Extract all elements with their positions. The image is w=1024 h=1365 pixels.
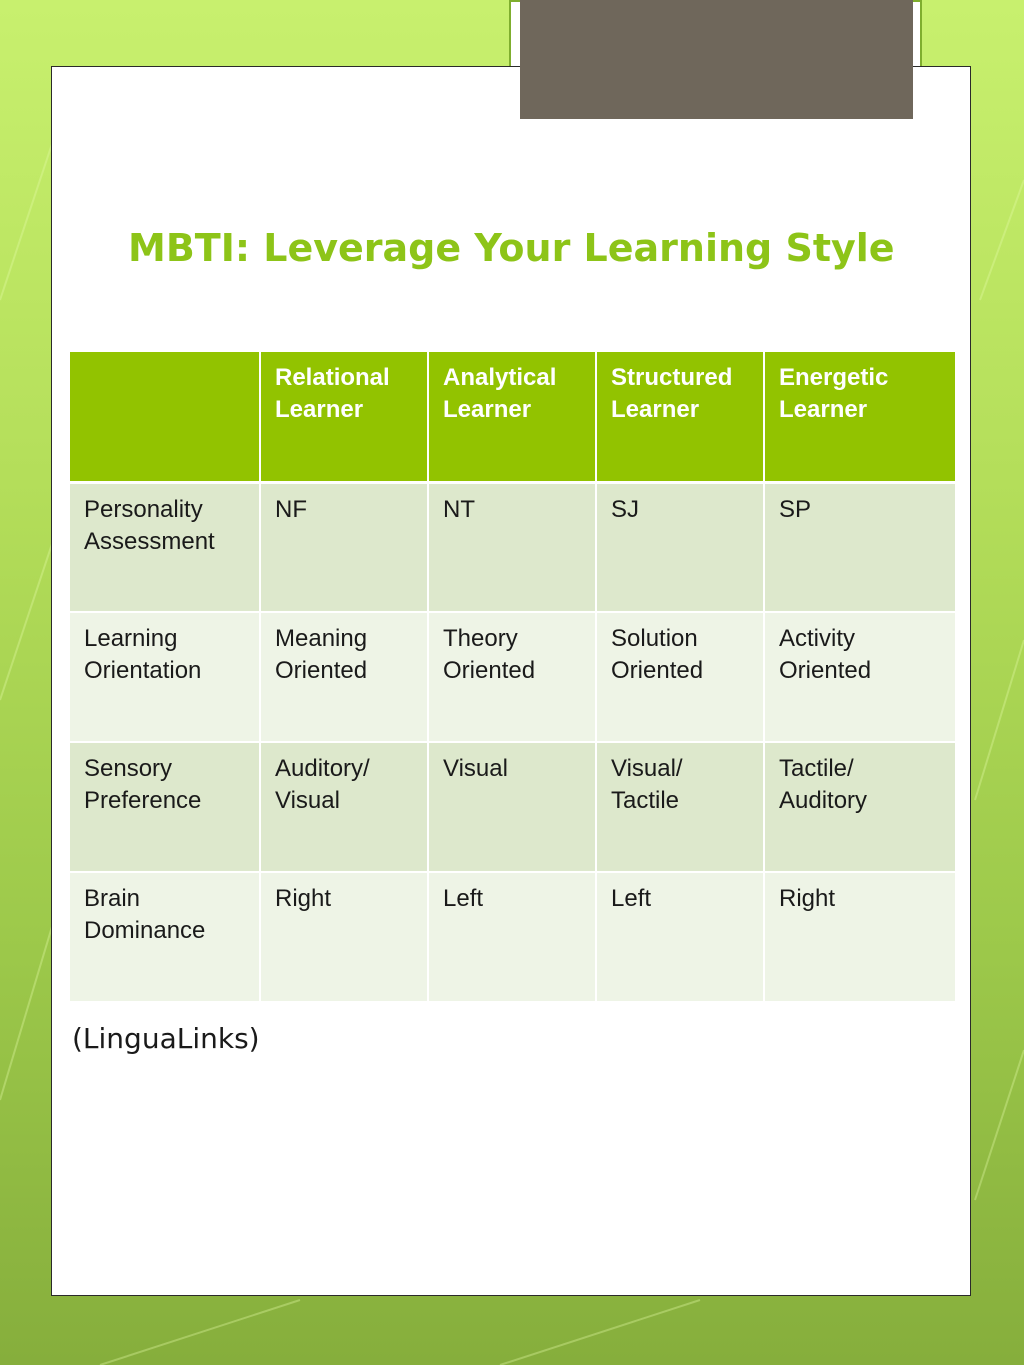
row-header-line: Sensory bbox=[84, 755, 173, 782]
table-cell bbox=[764, 482, 956, 612]
column-header-line: Structured bbox=[611, 364, 733, 391]
table-cell bbox=[428, 872, 596, 1002]
row-header-line: Brain bbox=[84, 885, 141, 912]
column-header-line: Energetic bbox=[779, 364, 889, 391]
table-cell-line: Oriented bbox=[611, 657, 704, 684]
table-row bbox=[69, 612, 956, 742]
column-header-line: Learner bbox=[611, 396, 700, 423]
row-header-line: Orientation bbox=[84, 657, 202, 684]
slide-title: MBTI: Leverage Your Learning Style bbox=[128, 226, 895, 270]
row-header-line: Personality bbox=[84, 495, 203, 523]
table-row bbox=[69, 872, 956, 1002]
table-cell bbox=[764, 742, 956, 872]
row-header-line: Learning bbox=[84, 625, 178, 652]
column-header bbox=[596, 352, 764, 482]
table-cell-line: Meaning bbox=[275, 625, 368, 652]
table-cell-line: Right bbox=[275, 885, 332, 912]
table-cell bbox=[428, 612, 596, 742]
table-header-row bbox=[69, 352, 956, 482]
table-cell-line: SP bbox=[779, 495, 812, 523]
table-cell bbox=[596, 482, 764, 612]
column-header-line: Learner bbox=[275, 396, 364, 423]
table-cell bbox=[596, 872, 764, 1002]
table-cell-line: Left bbox=[611, 885, 652, 912]
table-cell-line: Oriented bbox=[779, 657, 872, 684]
table-cell-line: Solution bbox=[611, 625, 698, 652]
column-header-line: Analytical bbox=[443, 364, 557, 391]
row-header-line: Assessment bbox=[84, 527, 215, 555]
table-cell-line: NT bbox=[443, 495, 475, 523]
table-cell bbox=[260, 612, 428, 742]
row-header bbox=[69, 742, 260, 872]
table-cell bbox=[260, 872, 428, 1002]
row-header bbox=[69, 872, 260, 1002]
table-cell bbox=[596, 612, 764, 742]
table-cell-line: Oriented bbox=[275, 657, 368, 684]
table-cell-line: Left bbox=[443, 885, 484, 912]
table-cell-line: Visual bbox=[443, 755, 508, 782]
row-header-line: Dominance bbox=[84, 917, 206, 944]
row-header-line: Preference bbox=[84, 787, 202, 814]
table-cell-line: Visual bbox=[275, 787, 340, 814]
table-cell bbox=[260, 742, 428, 872]
row-header bbox=[69, 612, 260, 742]
table-cell-line: Tactile bbox=[611, 787, 680, 814]
table-cell bbox=[596, 742, 764, 872]
table-cell-line: Activity bbox=[779, 625, 856, 652]
source-citation: (LinguaLinks) bbox=[72, 1022, 260, 1055]
table-cell bbox=[428, 482, 596, 612]
column-header-line: Learner bbox=[779, 396, 868, 423]
column-header-line: Learner bbox=[443, 396, 532, 423]
slide-top-tab-fill bbox=[520, 0, 913, 119]
column-header bbox=[260, 352, 428, 482]
table-cell-line: Tactile/ bbox=[779, 755, 854, 782]
table-cell-line: Visual/ bbox=[611, 755, 683, 782]
table-cell bbox=[764, 872, 956, 1002]
table-row bbox=[69, 482, 956, 612]
table-cell-line: Auditory bbox=[779, 787, 868, 814]
table-cell bbox=[428, 742, 596, 872]
column-header bbox=[428, 352, 596, 482]
table-cell bbox=[260, 482, 428, 612]
table-cell-line: Auditory/ bbox=[275, 755, 370, 782]
table-corner-cell bbox=[69, 352, 260, 482]
column-header bbox=[764, 352, 956, 482]
column-header-line: Relational bbox=[275, 364, 390, 391]
table-cell-line: SJ bbox=[611, 495, 640, 523]
row-header bbox=[69, 482, 260, 612]
table-cell bbox=[764, 612, 956, 742]
learning-style-table bbox=[68, 352, 957, 1003]
table-cell-line: Right bbox=[779, 885, 836, 912]
table-cell-line: NF bbox=[275, 495, 307, 523]
table-cell-line: Oriented bbox=[443, 657, 536, 684]
table-row bbox=[69, 742, 956, 872]
table-cell-line: Theory bbox=[443, 625, 518, 652]
